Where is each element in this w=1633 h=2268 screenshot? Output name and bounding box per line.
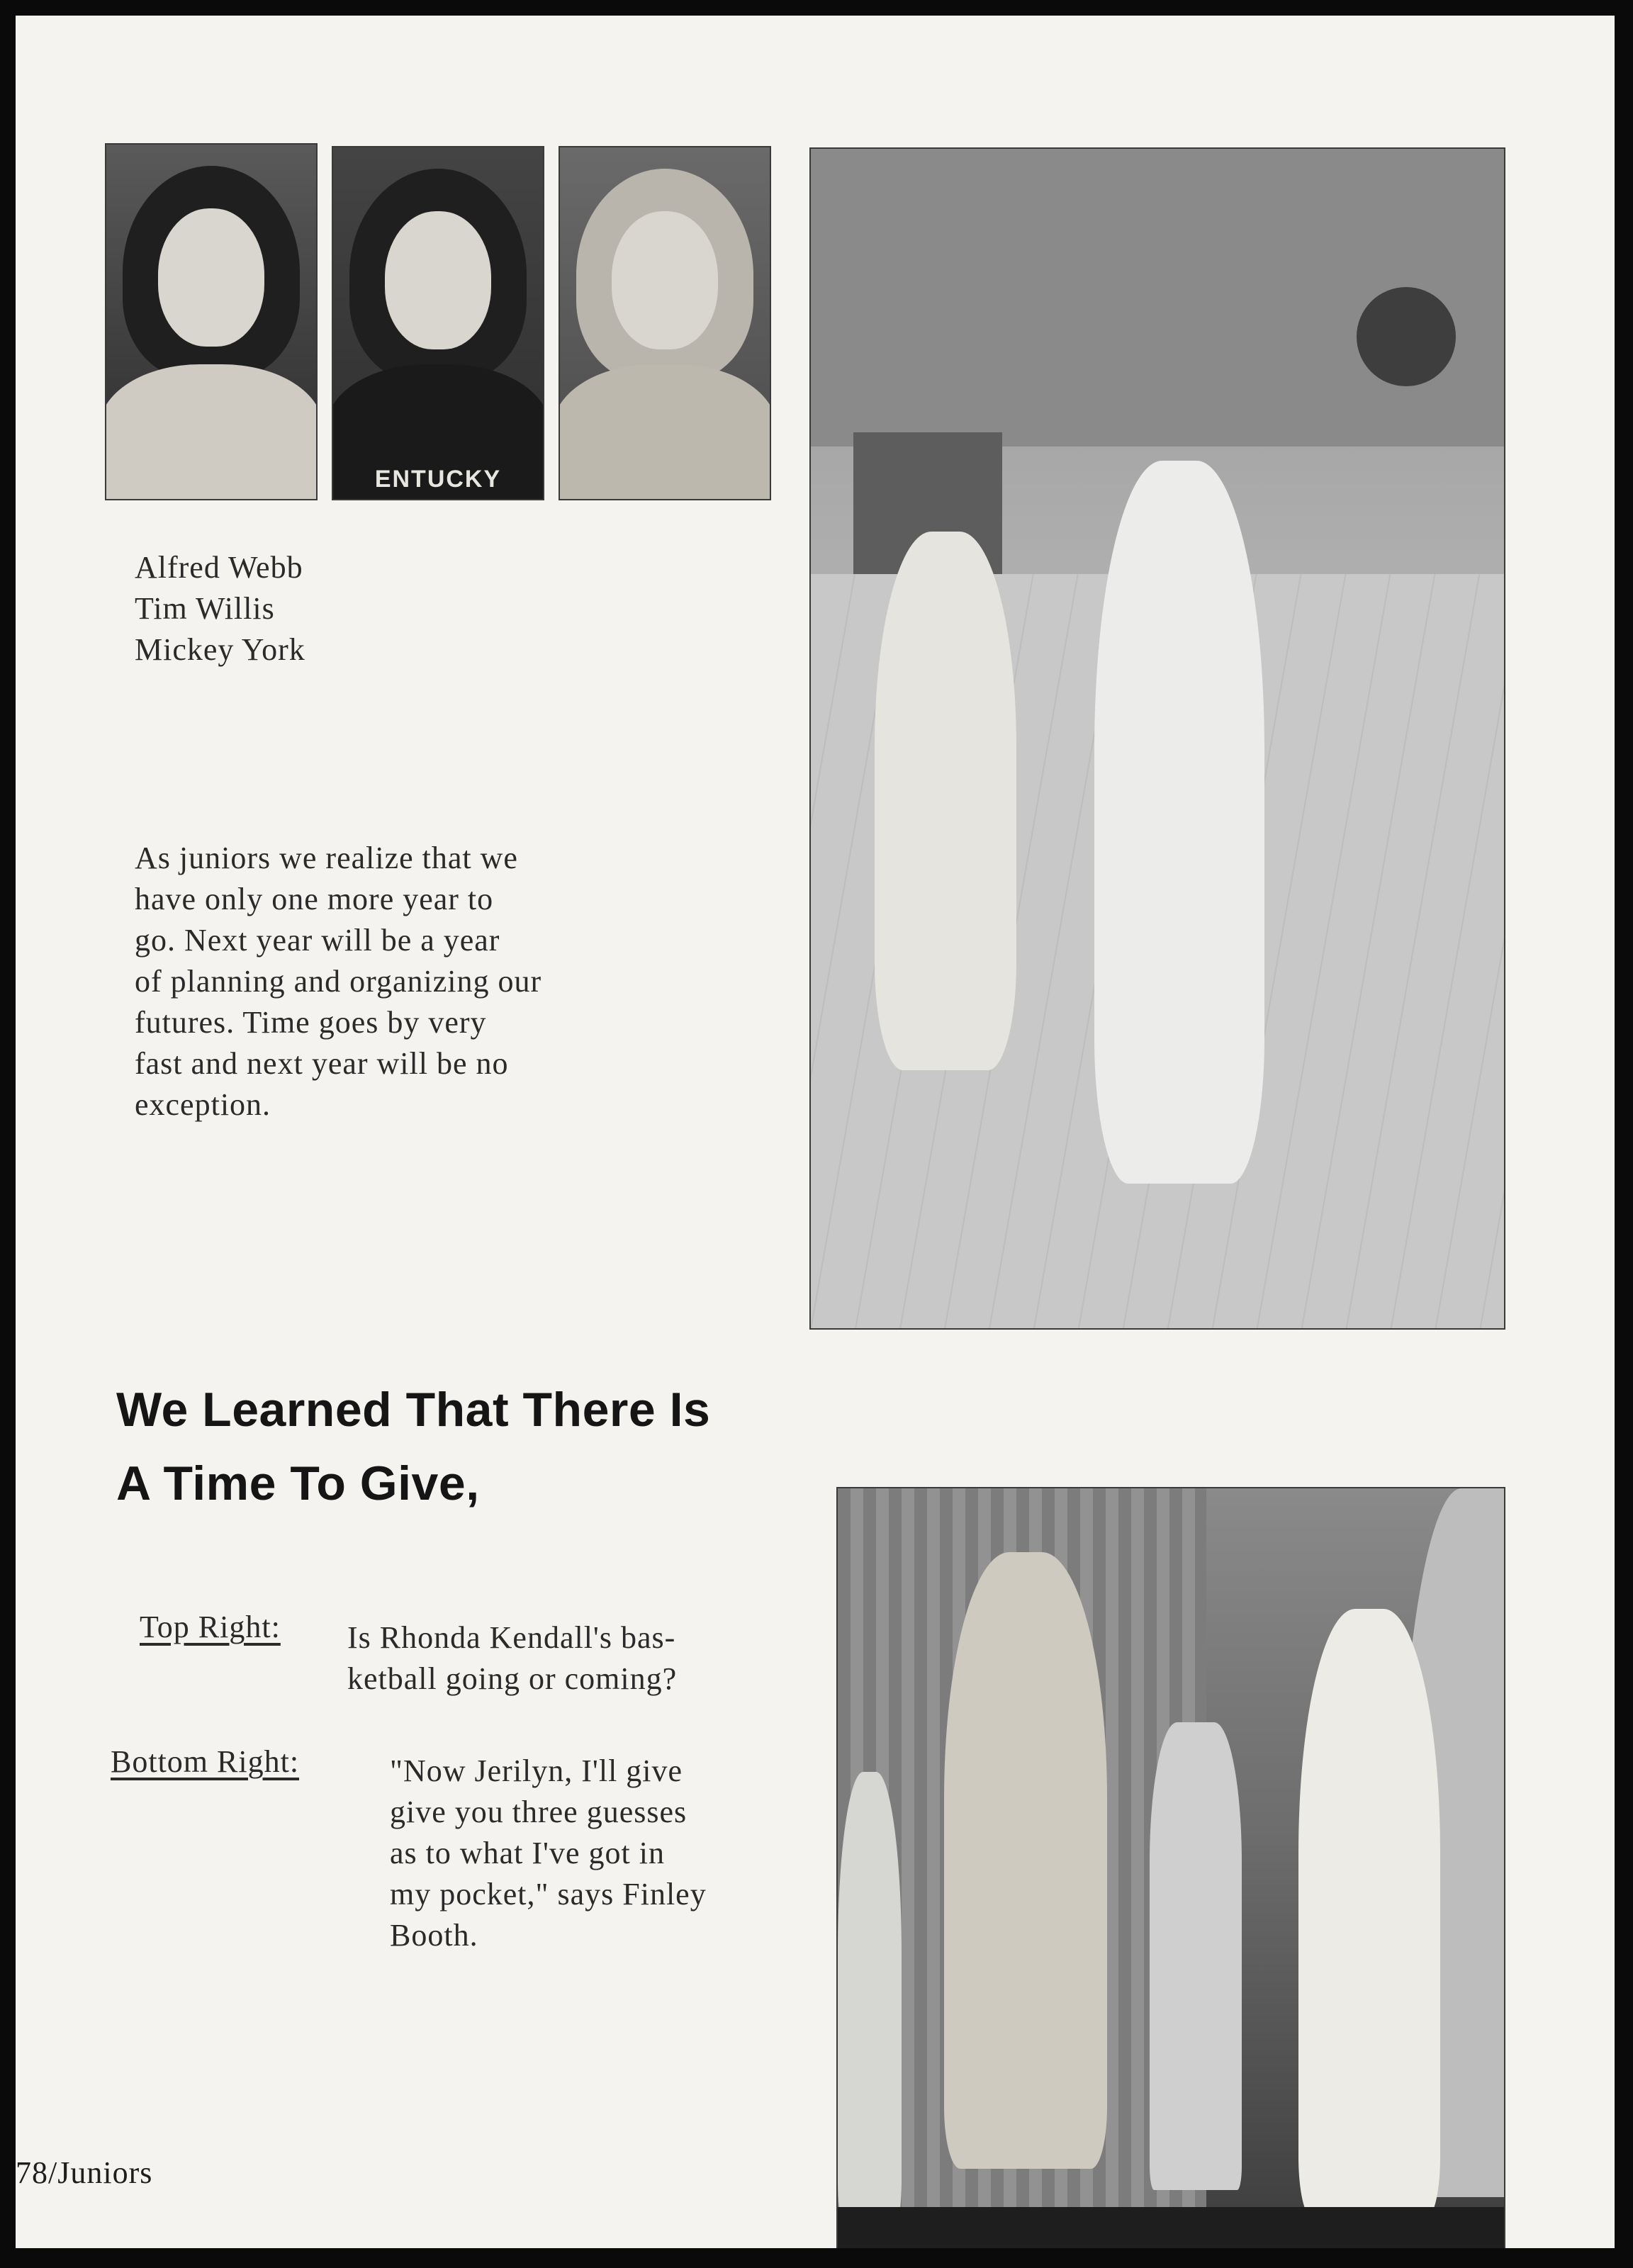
caption-label-top-right: Top Right: bbox=[140, 1610, 281, 1644]
portrait-photo-alfred-webb bbox=[105, 143, 318, 500]
caption-text-bottom-right bbox=[390, 1751, 707, 1956]
heading-line: We Learned That There Is bbox=[116, 1383, 711, 1437]
intro-line: futures. Time goes by very bbox=[135, 1005, 487, 1040]
portrait-photo-tim-willis bbox=[332, 146, 544, 500]
caption-line: "Now Jerilyn, I'll give bbox=[390, 1753, 683, 1788]
intro-line: fast and next year will be no bbox=[135, 1046, 509, 1081]
intro-line: exception. bbox=[135, 1087, 271, 1122]
stage-photo bbox=[836, 1487, 1505, 2248]
caption-line: as to what I've got in bbox=[390, 1836, 665, 1870]
portrait-photo-mickey-york bbox=[559, 146, 771, 500]
caption-line: Is Rhonda Kendall's bas- bbox=[347, 1620, 676, 1655]
portrait-name: Tim Willis bbox=[135, 591, 275, 626]
caption-line: Booth. bbox=[390, 1918, 478, 1953]
caption-line: give you three guesses bbox=[390, 1795, 688, 1829]
basketball-photo bbox=[809, 147, 1505, 1330]
shirt-lettering: ENTUCKY bbox=[374, 466, 502, 493]
basketball bbox=[1357, 287, 1456, 386]
section-heading bbox=[116, 1373, 710, 1520]
yearbook-page bbox=[16, 16, 1615, 2248]
intro-paragraph bbox=[135, 838, 716, 1125]
intro-line: As juniors we realize that we bbox=[135, 841, 518, 875]
caption-label-bottom-right: Bottom Right: bbox=[111, 1744, 300, 1779]
intro-line: have only one more year to bbox=[135, 882, 494, 916]
intro-line: of planning and organizing our bbox=[135, 964, 542, 999]
page-folio: 78/Juniors bbox=[16, 2155, 153, 2190]
caption-line: my pocket," says Finley bbox=[390, 1877, 707, 1911]
heading-line: A Time To Give, bbox=[116, 1456, 480, 1510]
intro-line: go. Next year will be a year bbox=[135, 923, 500, 958]
portrait-names bbox=[135, 547, 305, 670]
caption-text-top-right bbox=[347, 1617, 677, 1700]
portrait-name: Mickey York bbox=[135, 632, 305, 667]
portrait-name: Alfred Webb bbox=[135, 550, 303, 585]
caption-line: ketball going or coming? bbox=[347, 1661, 678, 1696]
